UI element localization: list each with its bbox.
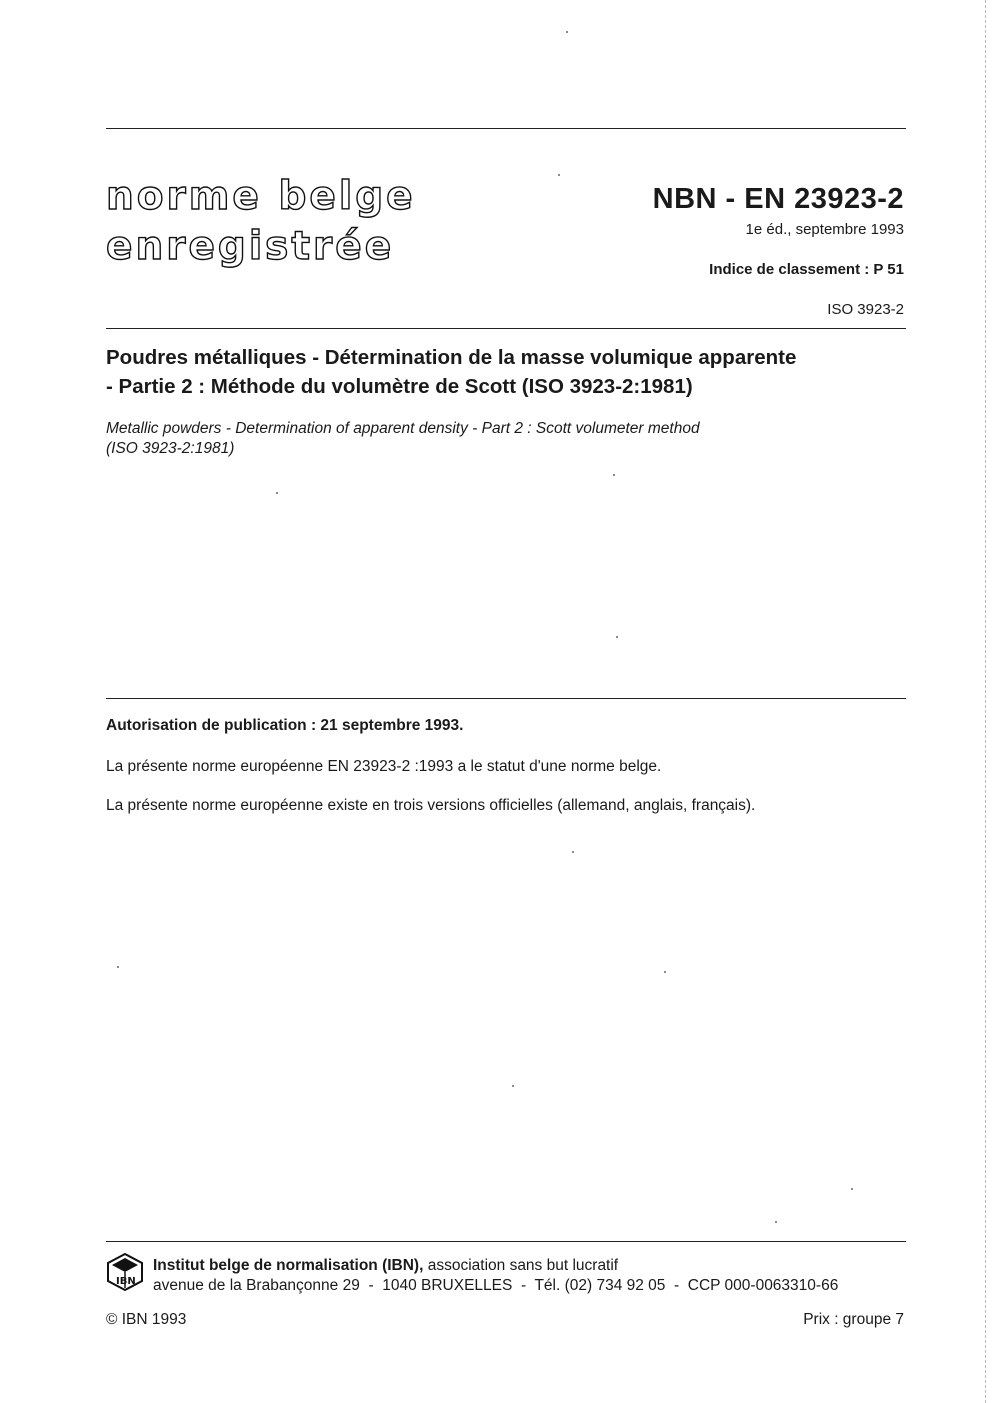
brand-mark bbox=[106, 172, 416, 272]
scan-speck bbox=[566, 31, 568, 33]
copyright: © IBN 1993 bbox=[106, 1311, 187, 1328]
logo-text: IBN bbox=[116, 1276, 136, 1287]
institute-info bbox=[153, 1256, 838, 1296]
ibn-logo-icon bbox=[106, 1253, 144, 1291]
iso-reference: ISO 3923-2 bbox=[827, 301, 904, 318]
scan-speck bbox=[851, 1188, 853, 1190]
scan-speck bbox=[512, 1085, 514, 1087]
scan-edge bbox=[985, 0, 986, 1403]
french-title-line-1: Poudres métalliques - Détermination de la masse volumique apparente bbox=[106, 346, 797, 369]
french-title-line-2: - Partie 2 : Méthode du volumètre de Scott (ISO 3923-2:1981) bbox=[106, 375, 693, 398]
standard-number: NBN - EN 23923-2 bbox=[652, 183, 904, 215]
price-group: Prix : groupe 7 bbox=[803, 1311, 904, 1328]
scan-speck bbox=[613, 474, 615, 476]
publication-rule bbox=[106, 698, 906, 699]
brand-line-1: norme belge bbox=[106, 174, 416, 219]
institute-line bbox=[153, 1256, 838, 1276]
title-rule bbox=[106, 328, 906, 329]
classification-index: Indice de classement : P 51 bbox=[709, 261, 904, 278]
english-title-line-2: (ISO 3923-2:1981) bbox=[106, 440, 235, 457]
scan-speck bbox=[572, 851, 574, 853]
institute-description: association sans but lucratif bbox=[423, 1257, 619, 1274]
status-statement: La présente norme européenne EN 23923-2 :1993 a le statut d'une norme belge. bbox=[106, 758, 662, 775]
publication-authorization: Autorisation de publication : 21 septembre 1993. bbox=[106, 717, 464, 734]
english-title-line-1: Metallic powders - Determination of apparent density - Part 2 : Scott volumeter method bbox=[106, 420, 700, 437]
french-title bbox=[106, 343, 906, 401]
scan-speck bbox=[558, 174, 560, 176]
institute-address: avenue de la Brabançonne 29 - 1040 BRUXELLES - Tél. (02) 734 92 05 - CCP 000-0063310-66 bbox=[153, 1277, 839, 1294]
english-title bbox=[106, 419, 906, 459]
institute-name: Institut belge de normalisation (IBN), bbox=[153, 1257, 424, 1274]
edition-date: 1e éd., septembre 1993 bbox=[745, 221, 904, 238]
brand-line-2: enregistrée bbox=[106, 224, 395, 269]
top-rule bbox=[106, 128, 906, 129]
footer-rule bbox=[106, 1241, 906, 1242]
scan-speck bbox=[117, 966, 119, 968]
scan-speck bbox=[276, 492, 278, 494]
scan-speck bbox=[664, 971, 666, 973]
scan-speck bbox=[775, 1221, 777, 1223]
scan-speck bbox=[616, 636, 618, 638]
versions-statement: La présente norme européenne existe en trois versions officielles (allemand, anglais, français). bbox=[106, 797, 756, 814]
